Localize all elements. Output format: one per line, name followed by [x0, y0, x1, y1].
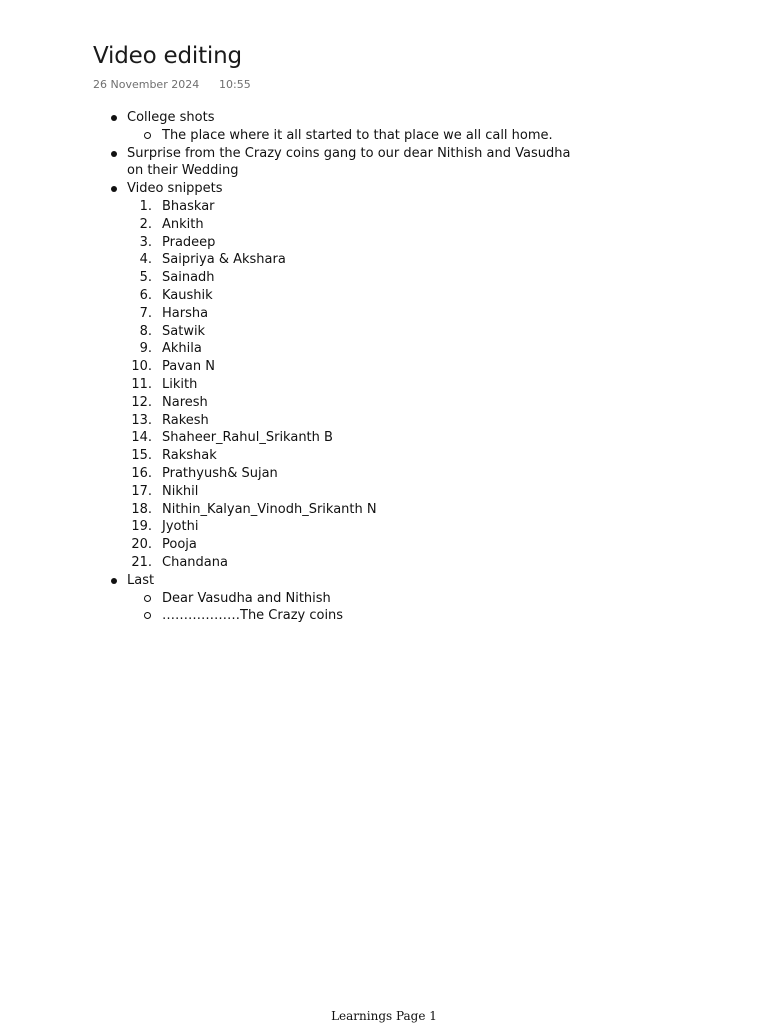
item-number: 14. [131, 430, 152, 446]
numbered-item [0, 483, 768, 501]
list-item-last [0, 572, 768, 590]
note-date: 26 November 2024 [93, 78, 200, 91]
item-number: 8. [139, 323, 152, 339]
numbered-item [0, 323, 768, 341]
numbered-item [0, 536, 768, 554]
list-item-video-snippets [0, 180, 768, 198]
item-text: Jyothi [162, 519, 199, 535]
numbered-item [0, 269, 768, 287]
numbered-item [0, 376, 768, 394]
numbered-item [0, 251, 768, 269]
item-text: Akhila [162, 341, 202, 357]
note-time: 10:55 [219, 78, 251, 91]
item-text: Pradeep [162, 234, 216, 250]
hollow-bullet-icon [144, 595, 151, 602]
item-number: 5. [139, 270, 152, 286]
bullet-icon [111, 186, 117, 192]
numbered-item [0, 287, 768, 305]
numbered-item [0, 465, 768, 483]
sub-list-item [0, 127, 768, 145]
note-body[interactable] [0, 109, 768, 625]
item-number: 15. [131, 448, 152, 464]
numbered-item [0, 234, 768, 252]
item-number: 4. [139, 252, 152, 268]
numbered-item [0, 429, 768, 447]
item-number: 12. [131, 394, 152, 410]
item-text: Chandana [162, 554, 228, 570]
item-number: 19. [131, 519, 152, 535]
item-text: Pooja [162, 537, 197, 553]
numbered-item [0, 518, 768, 536]
item-number: 1. [139, 198, 152, 214]
item-number: 11. [131, 376, 152, 392]
list-item-label: Video snippets [127, 181, 223, 197]
item-text: Harsha [162, 305, 209, 321]
item-number: 20. [131, 537, 152, 553]
item-number: 9. [139, 341, 152, 357]
item-number: 3. [139, 234, 152, 250]
item-text: Ankith [162, 216, 204, 232]
item-number: 21. [131, 554, 152, 570]
item-text: Kaushik [162, 287, 213, 303]
sub-list-item-label: The place where it all started to that place we all call home. [162, 127, 553, 143]
numbered-item [0, 198, 768, 216]
item-text: Nikhil [162, 483, 199, 499]
item-text: Rakshak [162, 448, 217, 464]
sub-list-item-label: Dear Vasudha and Nithish [162, 590, 331, 606]
sub-list-item-label: ………………The Crazy coins [162, 608, 344, 624]
list-item-label: Surprise from the Crazy coins gang to our dear Nithish and Vasudha on their Wedding [127, 145, 571, 179]
numbered-item [0, 447, 768, 465]
list-item-label: College shots [127, 110, 215, 125]
list-item-college-shots [0, 109, 768, 127]
sub-list-item [0, 590, 768, 608]
item-number: 2. [139, 216, 152, 232]
numbered-item [0, 394, 768, 412]
item-number: 6. [139, 287, 152, 303]
item-number: 16. [131, 465, 152, 481]
hollow-bullet-icon [144, 132, 151, 139]
item-text: Rakesh [162, 412, 209, 428]
numbered-item [0, 554, 768, 572]
item-number: 18. [131, 501, 152, 517]
item-text: Nithin_Kalyan_Vinodh_Srikanth N [162, 501, 377, 517]
numbered-item [0, 501, 768, 519]
item-text: Bhaskar [162, 198, 215, 214]
item-text: Prathyush& Sujan [162, 465, 278, 481]
list-item-label: Last [127, 572, 155, 588]
item-text: Sainadh [162, 270, 215, 286]
sub-list-item [0, 607, 768, 625]
item-number: 13. [131, 412, 152, 428]
item-text: Likith [162, 376, 198, 392]
item-text: Satwik [162, 323, 206, 339]
bullet-icon [111, 151, 117, 157]
numbered-item [0, 305, 768, 323]
page-footer: Learnings Page 1 [331, 1009, 437, 1023]
numbered-item [0, 358, 768, 376]
hollow-bullet-icon [144, 612, 151, 619]
list-item-surprise [0, 145, 768, 181]
numbered-item [0, 340, 768, 358]
item-text: Naresh [162, 394, 208, 410]
numbered-item [0, 412, 768, 430]
bullet-icon [111, 115, 117, 121]
item-text: Pavan N [162, 359, 215, 375]
item-number: 7. [139, 305, 152, 321]
item-number: 17. [131, 483, 152, 499]
numbered-item [0, 216, 768, 234]
item-number: 10. [131, 359, 152, 375]
page-title[interactable]: Video editing [93, 43, 242, 69]
item-text: Shaheer_Rahul_Srikanth B [162, 430, 333, 446]
bullet-icon [111, 578, 117, 584]
item-text: Saipriya & Akshara [162, 252, 286, 268]
